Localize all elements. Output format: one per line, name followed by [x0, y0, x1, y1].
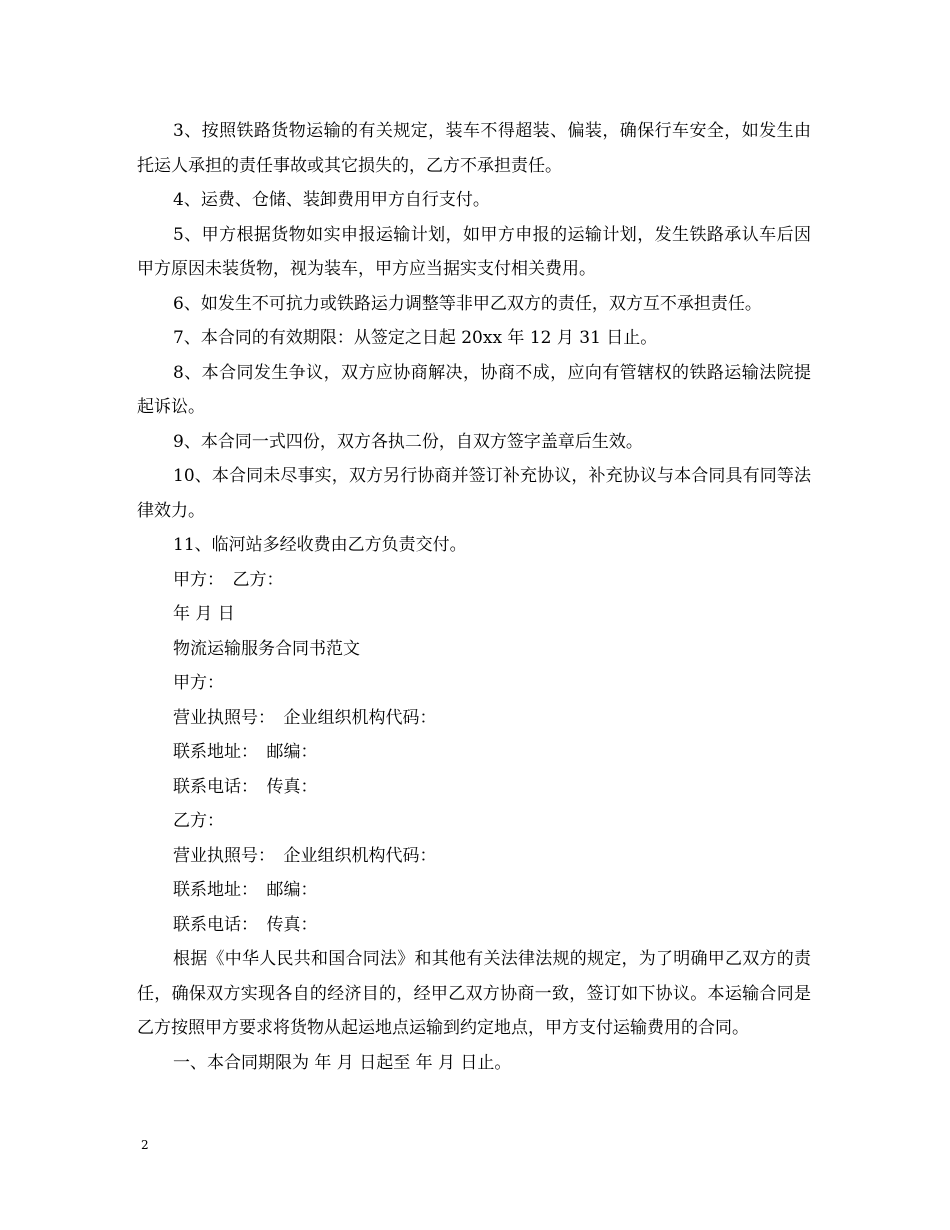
party-a-address-line: 联系地址： 邮编：	[173, 742, 318, 762]
signature-parties-line: 甲方： 乙方：	[173, 569, 284, 590]
document-body	[137, 114, 811, 1080]
paragraph-clause-4: 4、运费、仓储、装卸费用甲方自行支付。	[173, 190, 490, 210]
party-b-label: 乙方：	[173, 811, 224, 831]
paragraph-clause-10: 10、本合同未尽事实，双方另行协商并签订补充协议，补充协议与本合同具有同等法律效力。	[137, 466, 811, 521]
signature-date-line: 年 月 日	[173, 604, 235, 624]
paragraph-clause-9: 9、本合同一式四份，双方各执二份，自双方签字盖章后生效。	[173, 431, 643, 452]
paragraph-clause-5: 5、甲方根据货物如实申报运输计划，如甲方申报的运输计划，发生铁路承认车后因甲方原因未装货物，视为装车，甲方应当据实支付相关费用。	[137, 224, 811, 279]
paragraph-clause-7: 7、本合同的有效期限：从签定之日起 20xx 年 12 月 31 日止。	[173, 328, 658, 348]
party-a-license-line: 营业执照号： 企业组织机构代码：	[173, 707, 437, 728]
party-a-phone-line: 联系电话： 传真：	[173, 776, 318, 797]
paragraph-clause-6: 6、如发生不可抗力或铁路运力调整等非甲乙双方的责任，双方互不承担责任。	[173, 293, 762, 314]
paragraph-preamble: 根据《中华人民共和国合同法》和其他有关法律法规的规定，为了明确甲乙双方的责任，确保双方实现各自的经济目的，经甲乙双方协商一致，签订如下协议。本运输合同是乙方按照甲方要求将货物从起运地点运输到约定地点，甲方支付运输费用的合同。	[137, 949, 811, 1038]
paragraph-clause-11: 11、临河站多经收费由乙方负责交付。	[173, 535, 467, 555]
party-b-license-line: 营业执照号： 企业组织机构代码：	[173, 845, 437, 866]
paragraph-term: 一、本合同期限为 年 月 日起至 年 月 日止。	[173, 1052, 512, 1073]
section-heading: 物流运输服务合同书范文	[173, 638, 360, 659]
party-a-label: 甲方：	[173, 673, 224, 693]
paragraph-clause-3: 3、按照铁路货物运输的有关规定，装车不得超装、偏装，确保行车安全，如发生由托运人承担的责任事故或其它损失的，乙方不承担责任。	[137, 121, 811, 176]
party-b-address-line: 联系地址： 邮编：	[173, 880, 318, 900]
paragraph-clause-8: 8、本合同发生争议，双方应协商解决，协商不成，应向有管辖权的铁路运输法院提起诉讼。	[137, 362, 811, 417]
party-b-phone-line: 联系电话： 传真：	[173, 914, 318, 935]
page-number: 2	[141, 1138, 149, 1152]
